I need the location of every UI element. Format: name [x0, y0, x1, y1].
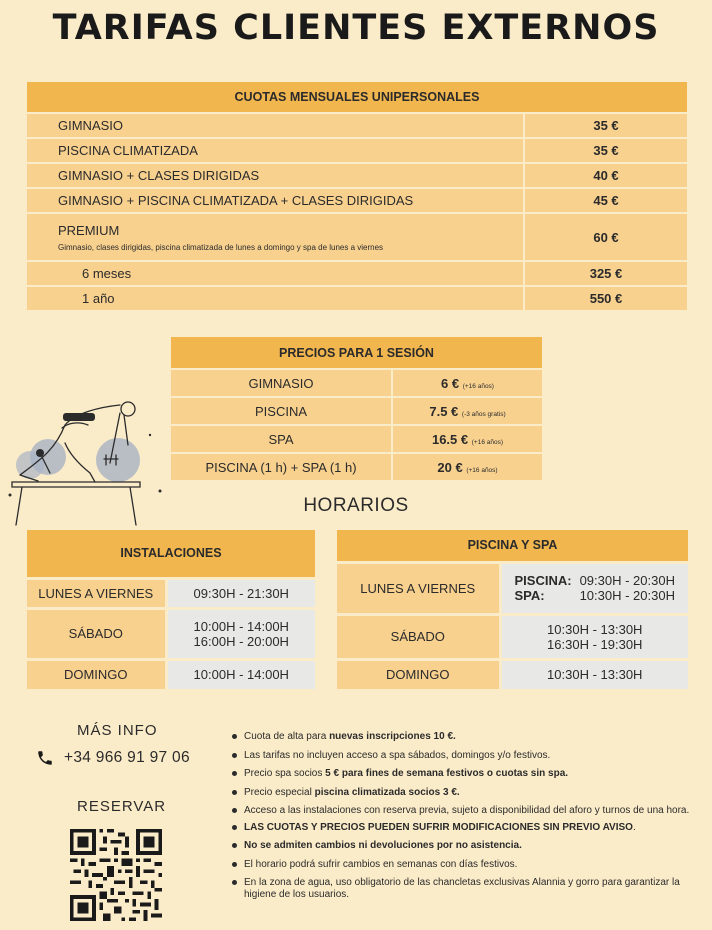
time-range: 16:30H - 19:30H [547, 636, 643, 652]
table-row [27, 659, 315, 689]
session-label: PISCINA [171, 397, 392, 425]
list-item [231, 768, 691, 780]
note-bold: nuevas inscripciones 10 €. [329, 731, 456, 742]
table-row [337, 562, 688, 614]
pool-spa-schedule-table [337, 530, 688, 689]
phone-contact[interactable] [36, 749, 190, 767]
pool-spa-header: PISCINA Y SPA [337, 530, 688, 562]
schedule-day: SÁBADO [27, 608, 166, 659]
notes-list [231, 731, 691, 907]
fee-label: GIMNASIO + CLASES DIRIGIDAS [27, 163, 524, 188]
session-label: SPA [171, 425, 392, 453]
schedule-day: SÁBADO [337, 614, 500, 659]
list-item [231, 787, 691, 799]
list-item [231, 877, 691, 900]
note-text: Las tarifas no incluyen acceso a spa sábados, domingos y/o festivos. [244, 749, 551, 761]
time-range: 16:00H - 20:00H [193, 633, 289, 649]
table-row [171, 425, 542, 453]
qr-code[interactable] [70, 829, 162, 921]
note-bold: piscina climatizada socios 3 €. [314, 786, 460, 798]
fee-price: 325 € [524, 261, 687, 286]
table-row [27, 578, 315, 608]
session-price: 20 € [437, 459, 463, 475]
list-item [231, 750, 691, 762]
table-row [337, 614, 688, 659]
phone-icon [36, 749, 54, 767]
time-range: 10:00H - 14:00H [193, 618, 289, 634]
table-row [27, 138, 687, 163]
table-row [337, 659, 688, 689]
time-range: 10:00H - 14:00H [193, 667, 289, 683]
session-price-cell [392, 397, 542, 425]
table-row [171, 397, 542, 425]
list-item [231, 805, 691, 817]
fee-price: 60 € [524, 213, 687, 261]
schedule-time [500, 614, 688, 659]
session-price: 7.5 € [429, 403, 459, 419]
fee-price: 35 € [524, 138, 687, 163]
fee-label: 6 meses [27, 261, 524, 286]
schedule-day: LUNES A VIERNES [27, 578, 166, 608]
session-prices-header: PRECIOS PARA 1 SESIÓN [171, 337, 542, 369]
table-row [171, 369, 542, 397]
pool-label: PISCINA: [514, 573, 572, 588]
premium-cell [27, 213, 524, 261]
monthly-fees-table [27, 82, 687, 312]
schedule-time [166, 578, 315, 608]
phone-number: +34 966 91 97 06 [64, 749, 190, 766]
session-label: GIMNASIO [171, 369, 392, 397]
session-price: 6 € [441, 375, 460, 391]
list-item [231, 822, 691, 834]
session-prices-table [171, 337, 542, 482]
reserve-label: RESERVAR [77, 798, 167, 815]
list-item [231, 859, 691, 871]
time-range: 09:30H - 20:30H [579, 573, 675, 588]
table-row [27, 261, 687, 286]
session-price-cell [392, 369, 542, 397]
table-row-premium [27, 213, 687, 261]
session-price-cell [392, 453, 542, 481]
fee-label: 1 año [27, 286, 524, 311]
list-item [231, 731, 691, 743]
session-price: 16.5 € [431, 431, 469, 447]
session-price-cell [392, 425, 542, 453]
premium-label: PREMIUM [58, 222, 120, 238]
fee-label: GIMNASIO + PISCINA CLIMATIZADA + CLASES DIRIGIDAS [27, 188, 524, 213]
fee-price: 40 € [524, 163, 687, 188]
table-row [27, 188, 687, 213]
note-bold: LAS CUOTAS Y PRECIOS PUEDEN SUFRIR MODIFICACIONES SIN PREVIO AVISO [244, 821, 633, 833]
note-text: Acceso a las instalaciones con reserva previa, sujeto a disponibilidad del aforo y turnos de una hora. [244, 805, 690, 816]
time-range: 09:30H - 21:30H [193, 585, 289, 601]
facilities-header: INSTALACIONES [27, 530, 315, 578]
session-note: (+16 años) [471, 438, 504, 446]
note-text: El horario podrá sufrir cambios en semanas con días festivos. [244, 858, 518, 870]
more-info-label: MÁS INFO [77, 722, 158, 739]
note-bold: No se admiten cambios ni devoluciones por no asistencia. [244, 840, 522, 851]
premium-description: Gimnasio, clases dirigidas, piscina climatizada de lunes a domingo y spa de lunes a viernes [58, 242, 384, 252]
spa-label: SPA: [514, 588, 545, 603]
session-label: PISCINA (1 h) + SPA (1 h) [171, 453, 392, 481]
list-item [231, 840, 691, 852]
monthly-fees-header: CUOTAS MENSUALES UNIPERSONALES [27, 82, 687, 113]
note-bold: 5 € para fines de semana festivos o cuotas sin spa. [325, 768, 569, 779]
table-row [27, 608, 315, 659]
note-text: Cuota de alta para [244, 731, 330, 742]
time-range: 10:30H - 13:30H [547, 621, 643, 637]
page-title: TARIFAS CLIENTES EXTERNOS [52, 8, 660, 48]
table-row [27, 163, 687, 188]
schedule-day: DOMINGO [27, 659, 166, 689]
schedule-time [500, 562, 688, 614]
time-range: 10:30H - 20:30H [579, 588, 675, 603]
schedule-day: LUNES A VIERNES [337, 562, 500, 614]
table-row [171, 453, 542, 481]
fee-price: 550 € [524, 286, 687, 311]
note-text: Precio especial [244, 786, 315, 798]
fee-label: PISCINA CLIMATIZADA [27, 138, 524, 163]
facilities-schedule-table [27, 530, 315, 689]
session-note: (-3 años gratis) [461, 410, 506, 418]
note-text: . [632, 821, 636, 833]
fee-price: 35 € [524, 113, 687, 138]
session-note: (+16 años) [462, 382, 494, 390]
fee-label: GIMNASIO [27, 113, 524, 138]
note-text: En la zona de agua, uso obligatorio de las chancletas exclusivas Alannia y gorro para garantizar la higiene de los usuarios. [244, 877, 680, 900]
table-row [27, 113, 687, 138]
table-row [27, 286, 687, 311]
session-note: (+16 años) [466, 466, 498, 474]
fee-price: 45 € [524, 188, 687, 213]
schedule-time [500, 659, 688, 689]
schedule-time [166, 608, 315, 659]
note-text: Precio spa socios [244, 768, 326, 779]
schedule-time [166, 659, 315, 689]
schedule-day: DOMINGO [337, 659, 500, 689]
schedules-title: HORARIOS [303, 495, 409, 516]
time-range: 10:30H - 13:30H [547, 667, 643, 683]
